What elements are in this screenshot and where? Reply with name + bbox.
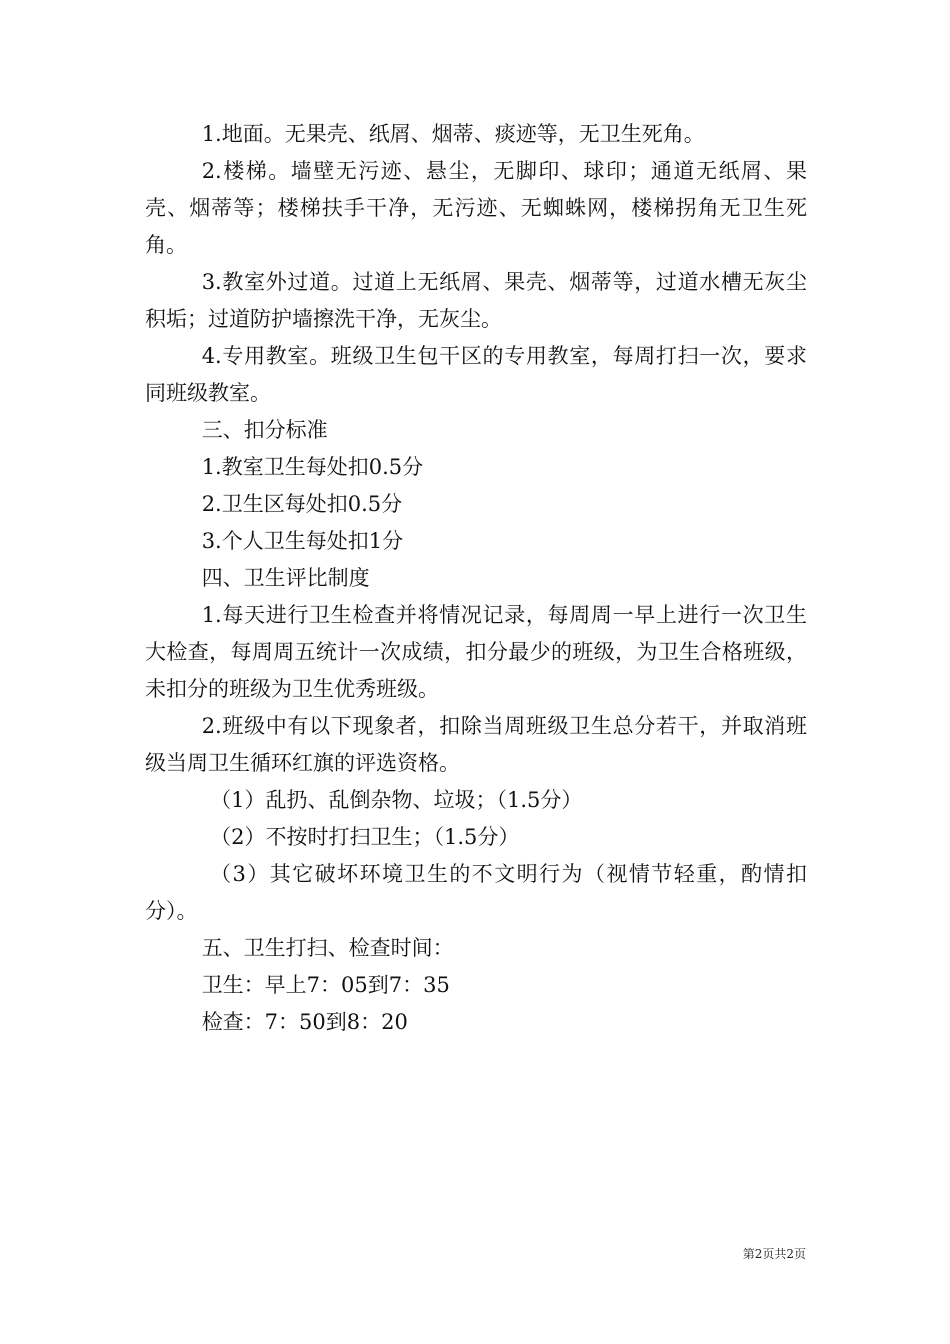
section-heading-schedule: 五、卫生打扫、检查时间： bbox=[201, 936, 454, 960]
paragraph-stairs: 2.楼梯。墙壁无污迹、悬尘，无脚印、球印；通道无纸屑、果壳、烟蒂等；楼梯扶手干净，无污迹、无蜘蛛网，楼梯拐角无卫生死角。 bbox=[145, 159, 807, 257]
paragraph-daily-check: 1.每天进行卫生检查并将情况记录，每周周一早上进行一次卫生大检查，每周周五统计一次成绩，扣分最少的班级，为卫生合格班级，未扣分的班级为卫生优秀班级。 bbox=[145, 603, 807, 701]
penalty-item-late-cleaning: （2）不按时打扫卫生；（1.5分） bbox=[210, 825, 520, 849]
deduction-item-classroom: 1.教室卫生每处扣0.5分 bbox=[201, 455, 424, 479]
deduction-item-personal: 3.个人卫生每处扣1分 bbox=[201, 529, 404, 553]
paragraph-floor: 1.地面。无果壳、纸屑、烟蒂、痰迹等，无卫生死角。 bbox=[201, 122, 705, 146]
section-heading-evaluation: 四、卫生评比制度 bbox=[201, 566, 370, 590]
schedule-inspection-time: 检查：7：50到8：20 bbox=[201, 1010, 408, 1034]
paragraph-corridor: 3.教室外过道。过道上无纸屑、果壳、烟蒂等，过道水槽无灰尘积垢；过道防护墙擦洗干净，无灰尘。 bbox=[145, 270, 807, 331]
penalty-item-litter: （1）乱扔、乱倒杂物、垃圾；（1.5分） bbox=[210, 788, 583, 812]
paragraph-penalty: 2.班级中有以下现象者，扣除当周班级卫生总分若干，并取消班级当周卫生循环红旗的评选资格。 bbox=[145, 714, 807, 775]
paragraph-special-classroom: 4.专用教室。班级卫生包干区的专用教室，每周打扫一次，要求同班级教室。 bbox=[145, 344, 807, 405]
document-body bbox=[145, 116, 807, 1041]
schedule-cleaning-time: 卫生：早上7：05到7：35 bbox=[201, 973, 450, 997]
page-number: 第2页共2页 bbox=[742, 1247, 806, 1261]
deduction-item-area: 2.卫生区每处扣0.5分 bbox=[201, 492, 403, 516]
section-heading-deduction: 三、扣分标准 bbox=[201, 418, 328, 442]
penalty-item-other: （3）其它破坏环境卫生的不文明行为（视情节轻重，酌情扣分）。 bbox=[145, 862, 807, 923]
